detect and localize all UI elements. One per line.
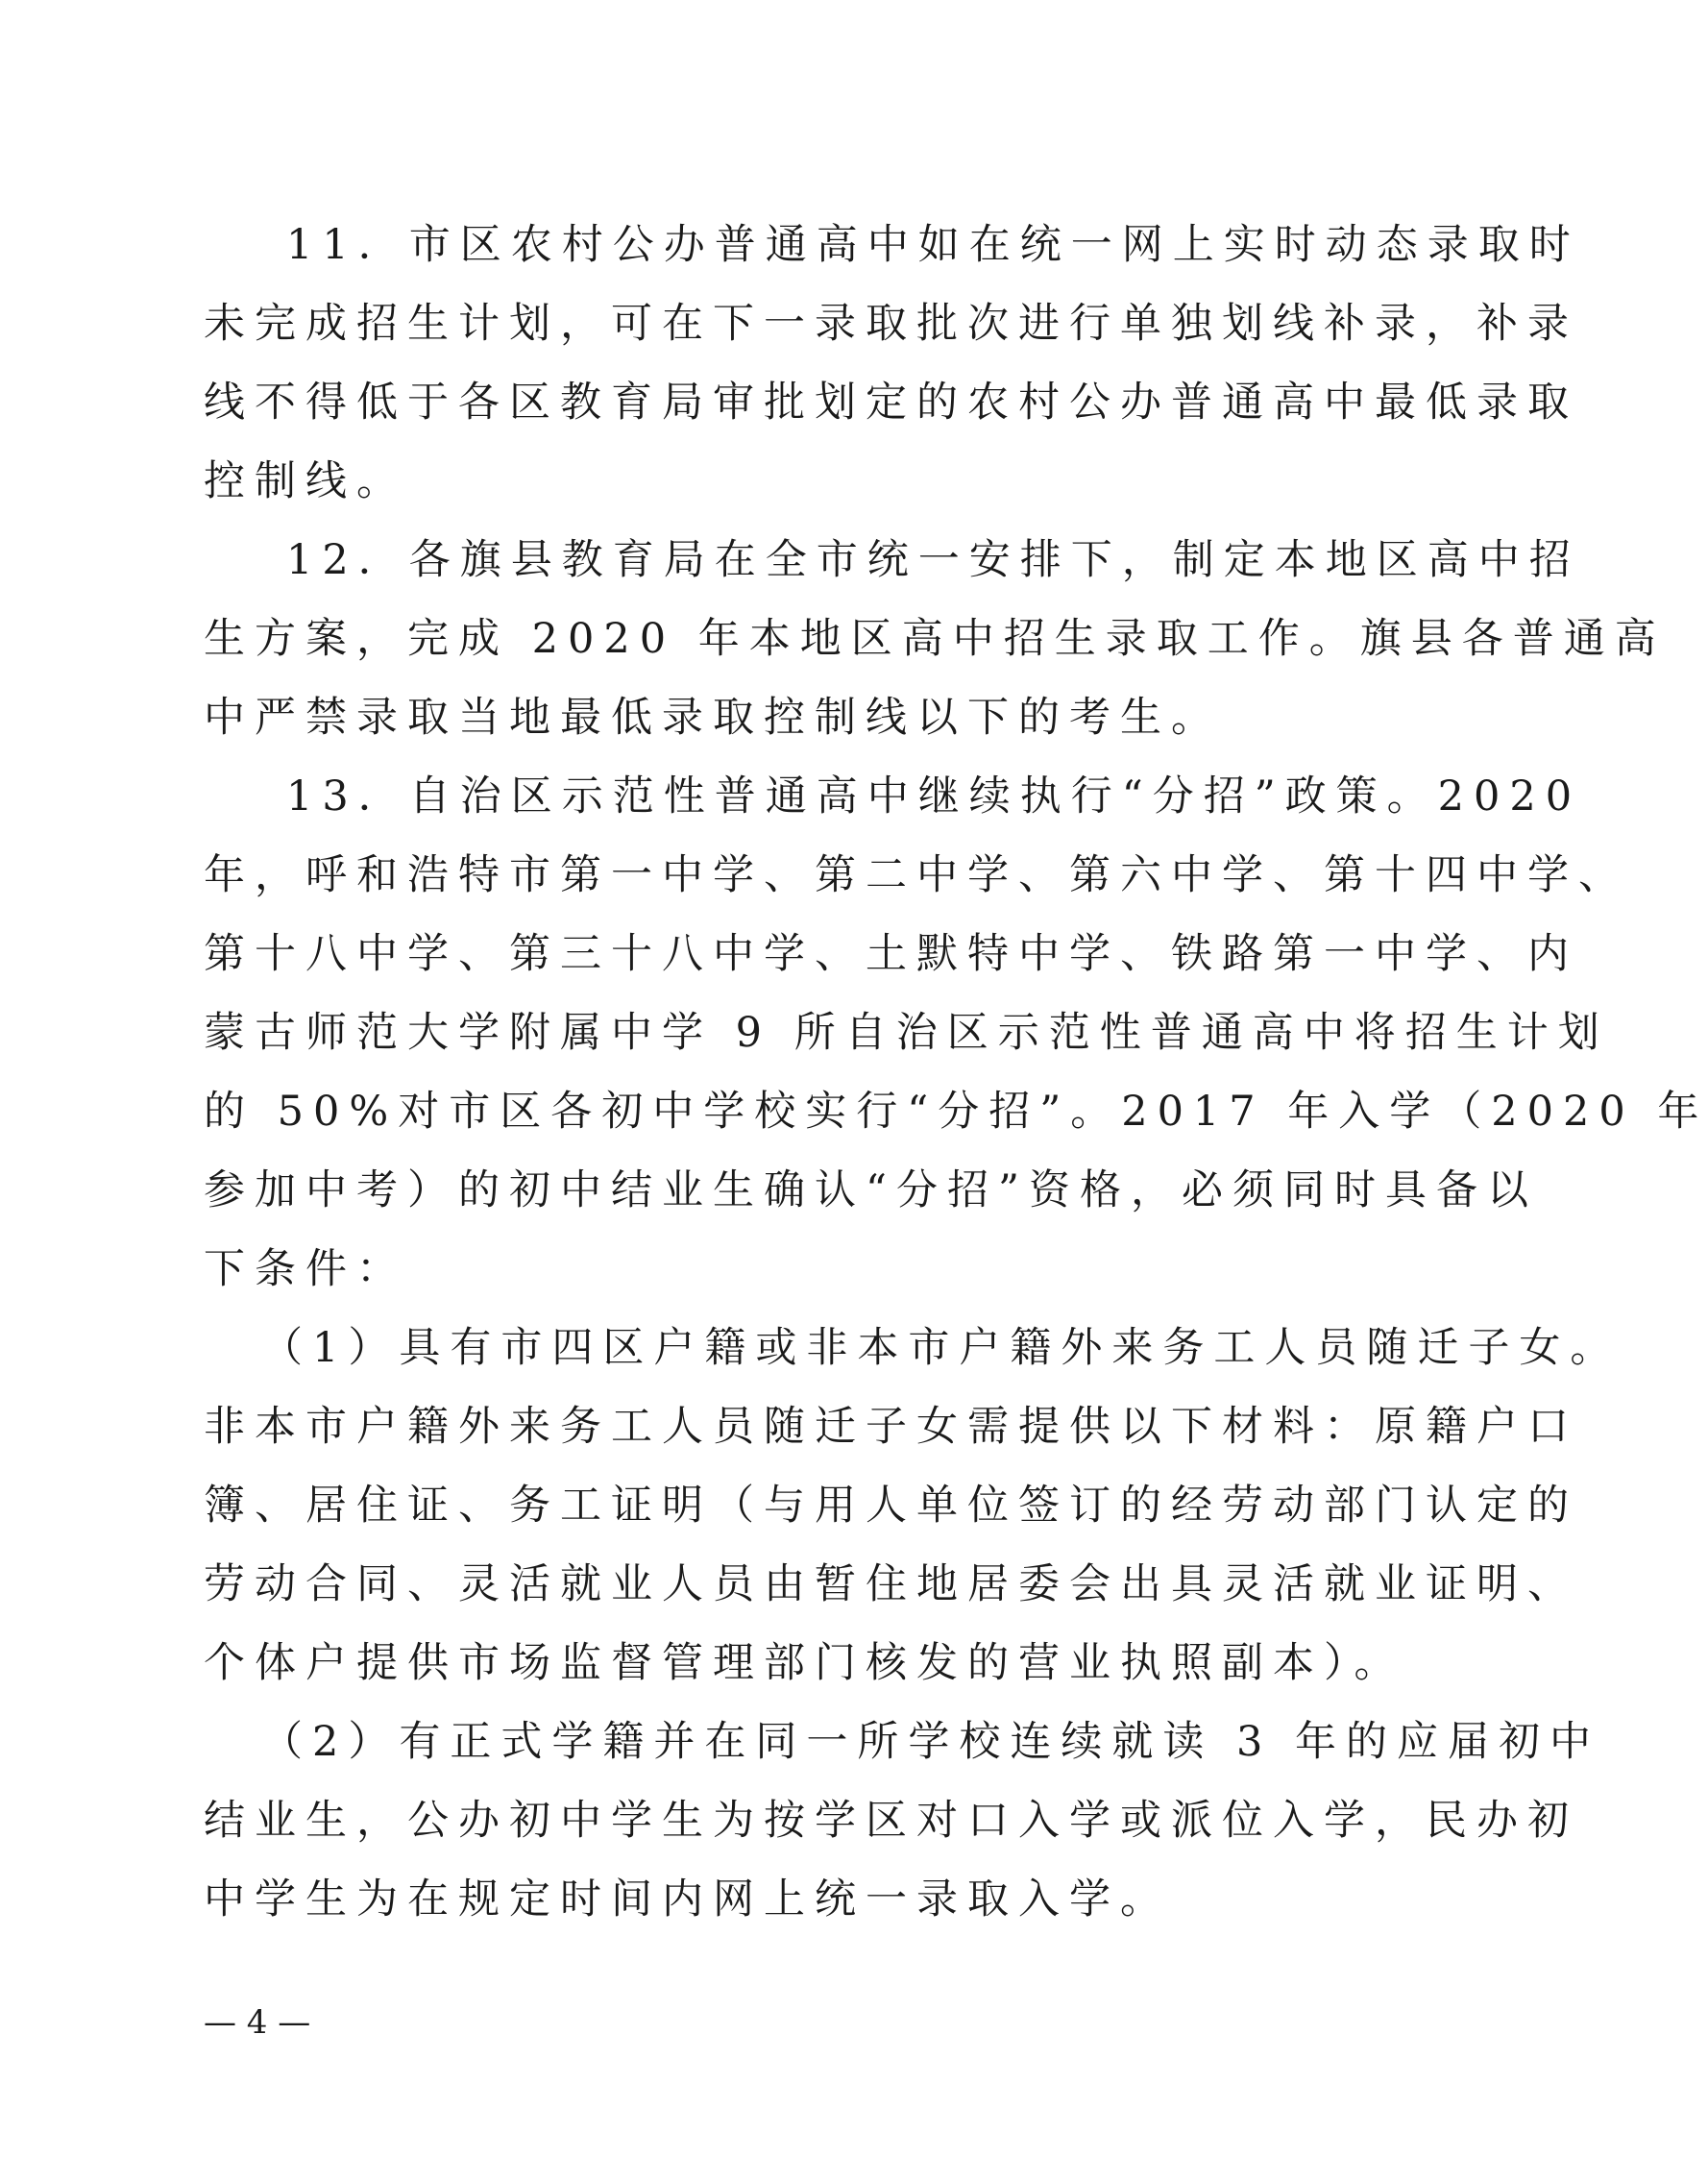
text-line: 的 50%对市区各初中学校实行“分招”。2017 年入学（2020 年 bbox=[204, 1088, 1708, 1136]
text-line: （2）有正式学籍并在同一所学校连续就读 3 年的应届初中 bbox=[261, 1718, 1601, 1766]
text-line: 未完成招生计划，可在下一录取批次进行单独划线补录，补录 bbox=[204, 300, 1578, 348]
text-line: 簿、居住证、务工证明（与用人单位签订的经劳动部门认定的 bbox=[204, 1482, 1578, 1530]
text-line: 中严禁录取当地最低录取控制线以下的考生。 bbox=[204, 694, 1222, 742]
text-line: 生方案，完成 2020 年本地区高中招生录取工作。旗县各普通高 bbox=[204, 615, 1666, 663]
text-line: 11．市区农村公办普通高中如在统一网上实时动态录取时 bbox=[286, 221, 1580, 269]
text-line: 控制线。 bbox=[204, 457, 407, 505]
page-number: — 4 — bbox=[204, 2003, 311, 2042]
text-line: 中学生为在规定时间内网上统一录取入学。 bbox=[204, 1875, 1171, 1924]
text-line: 参加中考）的初中结业生确认“分招”资格，必须同时具备以 bbox=[204, 1166, 1538, 1214]
text-line: 个体户提供市场监督管理部门核发的营业执照副本）。 bbox=[204, 1639, 1405, 1687]
text-line: （1）具有市四区户籍或非本市户籍外来务工人员随迁子女。 bbox=[261, 1324, 1622, 1372]
text-line: 蒙古师范大学附属中学 9 所自治区示范性普通高中将招生计划 bbox=[204, 1009, 1609, 1057]
text-line: 非本市户籍外来务工人员随迁子女需提供以下材料：原籍户口 bbox=[204, 1403, 1578, 1451]
text-line: 13．自治区示范性普通高中继续执行“分招”政策。2020 bbox=[286, 772, 1582, 821]
text-line: 结业生，公办初中学生为按学区对口入学或派位入学，民办初 bbox=[204, 1797, 1578, 1845]
text-line: 线不得低于各区教育局审批划定的农村公办普通高中最低录取 bbox=[204, 379, 1578, 427]
text-line: 年，呼和浩特市第一中学、第二中学、第六中学、第十四中学、 bbox=[204, 851, 1629, 899]
text-line: 劳动合同、灵活就业人员由暂住地居委会出具灵活就业证明、 bbox=[204, 1560, 1578, 1608]
text-line: 下条件： bbox=[204, 1245, 407, 1293]
text-line: 第十八中学、第三十八中学、土默特中学、铁路第一中学、内 bbox=[204, 930, 1578, 978]
text-line: 12．各旗县教育局在全市统一安排下，制定本地区高中招 bbox=[286, 536, 1580, 584]
